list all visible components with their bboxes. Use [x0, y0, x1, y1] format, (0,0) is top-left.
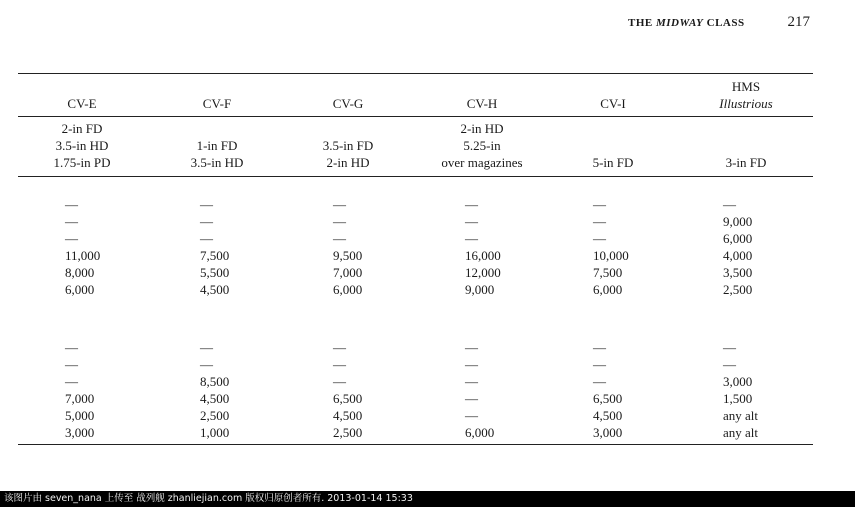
block1-row2-cv-g: —: [333, 214, 346, 229]
block1-row6-hms: 2,500: [723, 282, 753, 297]
block1-row2-cv-h: —: [465, 214, 478, 229]
block1-row3-hms: 6,000: [723, 231, 753, 246]
block1-row6-cv-h: 9,000: [465, 282, 495, 297]
block2-row5-cv-h: —: [465, 408, 478, 423]
block2-row5-cv-g: 4,500: [333, 408, 363, 423]
block1-row1-cv-e: —: [65, 197, 78, 212]
block2-row2-cv-f: —: [200, 357, 213, 372]
block2-row4-cv-i: 6,500: [593, 391, 623, 406]
armor-cv-e-line2: 3.5-in HD: [55, 138, 109, 153]
column-header-line1: HMS: [731, 79, 761, 94]
block2-row2-hms: —: [723, 357, 736, 372]
running-head-title: THE MIDWAY CLASS: [628, 17, 745, 29]
block2-row6-hms: any alt: [723, 425, 759, 440]
block1-row6-cv-f: 4,500: [200, 282, 230, 297]
block2-row6-cv-e: 3,000: [65, 425, 95, 440]
block1-row5-cv-h: 12,000: [465, 265, 501, 280]
block1-row3-cv-e: —: [65, 231, 78, 246]
block1-row4-hms: 4,000: [723, 248, 753, 263]
column-header-line2: Illustrious: [719, 96, 773, 111]
block2-row1-hms: —: [723, 340, 736, 355]
column-header-cv-f: [157, 95, 277, 112]
armor-cv-f-line2: 1-in FD: [196, 138, 238, 153]
block1-row6-cv-g: 6,000: [333, 282, 363, 297]
block2-row1-cv-h: —: [465, 340, 478, 355]
table-top-rule: [18, 73, 813, 74]
block2-row3-hms: 3,000: [723, 374, 753, 389]
block2-row1-cv-f: —: [200, 340, 213, 355]
column-header-line1: CV-H: [466, 96, 498, 111]
block1-row4-cv-i: 10,000: [593, 248, 629, 263]
armor-cv-g-line2: 3.5-in FD: [322, 138, 374, 153]
column-header-hms: [686, 78, 806, 112]
watermark-bar: 该图片由 seven_nana 上传至 战列舰 zhanliejian.com 版权归原创者所有. 2013-01-14 15:33: [0, 491, 855, 507]
block2-row4-hms: 1,500: [723, 391, 753, 406]
armor-cv-f-line3: 3.5-in HD: [190, 155, 244, 170]
block2-row6-cv-f: 1,000: [200, 425, 230, 440]
block1-row5-cv-g: 7,000: [333, 265, 363, 280]
armor-cv-i-line3: 5-in FD: [592, 155, 634, 170]
block2-row2-cv-h: —: [465, 357, 478, 372]
block2-row5-cv-e: 5,000: [65, 408, 95, 423]
block1-row2-cv-e: —: [65, 214, 78, 229]
column-header-cv-i: [553, 95, 673, 112]
block1-row6-cv-i: 6,000: [593, 282, 623, 297]
column-header-line1: CV-I: [600, 96, 626, 111]
block2-row4-cv-g: 6,500: [333, 391, 363, 406]
armor-cv-h-line1: 2-in HD: [460, 121, 504, 136]
block2-row5-hms: any alt: [723, 408, 759, 423]
block1-row4-cv-f: 7,500: [200, 248, 230, 263]
column-header-line1: CV-E: [67, 96, 97, 111]
armor-cv-e-line3: 1.75-in PD: [53, 155, 111, 170]
block1-row4-cv-g: 9,500: [333, 248, 363, 263]
page-number: 217: [787, 14, 810, 30]
block2-row6-cv-g: 2,500: [333, 425, 363, 440]
block2-row2-cv-g: —: [333, 357, 346, 372]
running-head: [600, 14, 812, 34]
block2-row3-cv-i: —: [593, 374, 606, 389]
armor-cv-e-line1: 2-in FD: [61, 121, 103, 136]
block1-row3-cv-h: —: [465, 231, 478, 246]
block2-row3-cv-g: —: [333, 374, 346, 389]
header-rule: [18, 116, 813, 117]
armor-cv-g-line3: 2-in HD: [326, 155, 370, 170]
block1-row3-cv-f: —: [200, 231, 213, 246]
block1-row6-cv-e: 6,000: [65, 282, 95, 297]
block2-row3-cv-e: —: [65, 374, 78, 389]
table-bottom-rule: [18, 444, 813, 445]
block2-row1-cv-e: —: [65, 340, 78, 355]
block2-row1-cv-i: —: [593, 340, 606, 355]
block1-row3-cv-g: —: [333, 231, 346, 246]
armor-cv-h-line2: 5.25-in: [463, 138, 501, 153]
block1-row5-cv-e: 8,000: [65, 265, 95, 280]
block2-row2-cv-e: —: [65, 357, 78, 372]
column-header-cv-h: [422, 95, 542, 112]
block2-row2-cv-i: —: [593, 357, 606, 372]
armor-cv-h-line3: over magazines: [441, 155, 523, 170]
armor-rule: [18, 176, 813, 177]
block1-row2-cv-i: —: [593, 214, 606, 229]
block1-row5-cv-f: 5,500: [200, 265, 230, 280]
block1-row5-hms: 3,500: [723, 265, 753, 280]
block2-row6-cv-i: 3,000: [593, 425, 623, 440]
block1-row4-cv-e: 11,000: [65, 248, 101, 263]
block2-row1-cv-g: —: [333, 340, 346, 355]
block1-row2-hms: 9,000: [723, 214, 753, 229]
column-header-cv-g: [288, 95, 408, 112]
block1-row1-cv-i: —: [593, 197, 606, 212]
block2-row5-cv-i: 4,500: [593, 408, 623, 423]
column-header-line1: CV-G: [332, 96, 364, 111]
block2-row6-cv-h: 6,000: [465, 425, 495, 440]
armor-hms-line3: 3-in FD: [725, 155, 767, 170]
block2-row4-cv-h: —: [465, 391, 478, 406]
block1-row1-cv-g: —: [333, 197, 346, 212]
block1-row2-cv-f: —: [200, 214, 213, 229]
block2-row4-cv-f: 4,500: [200, 391, 230, 406]
block1-row1-cv-f: —: [200, 197, 213, 212]
block2-row4-cv-e: 7,000: [65, 391, 95, 406]
column-header-line1: CV-F: [202, 96, 232, 111]
block1-row1-hms: —: [723, 197, 736, 212]
block2-row3-cv-h: —: [465, 374, 478, 389]
block2-row5-cv-f: 2,500: [200, 408, 230, 423]
column-header-cv-e: [22, 95, 142, 112]
block1-row3-cv-i: —: [593, 231, 606, 246]
block1-row4-cv-h: 16,000: [465, 248, 501, 263]
block1-row5-cv-i: 7,500: [593, 265, 623, 280]
block2-row3-cv-f: 8,500: [200, 374, 230, 389]
block1-row1-cv-h: —: [465, 197, 478, 212]
